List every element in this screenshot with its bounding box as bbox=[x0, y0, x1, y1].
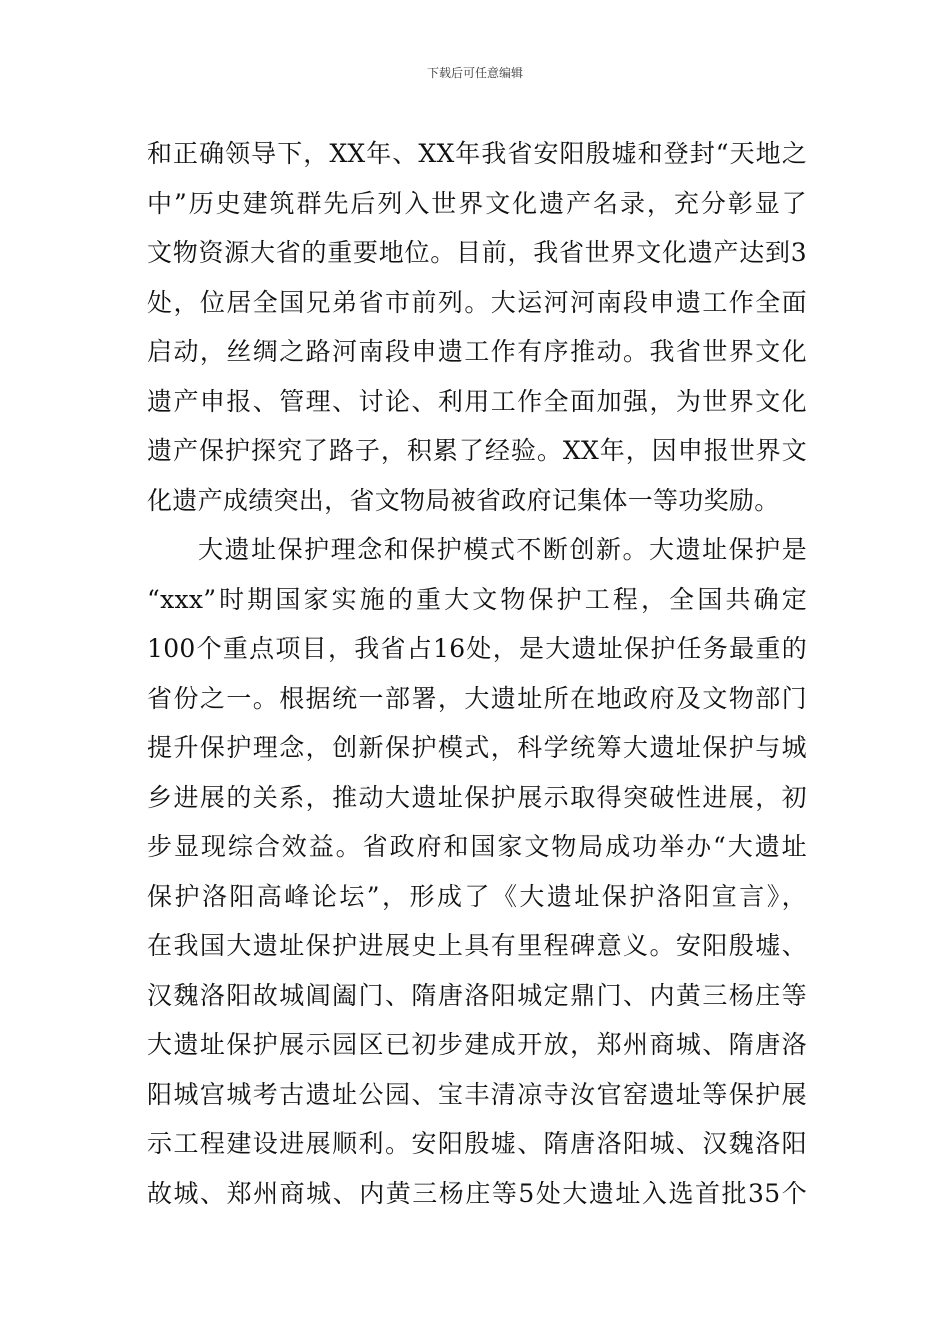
text-line: 化遗产成绩突出，省文物局被省政府记集体一等功奖励。 bbox=[147, 485, 780, 515]
text-line: 中”历史建筑群先后列入世界文化遗产名录，充分彰显了 bbox=[147, 188, 807, 218]
document-body bbox=[147, 129, 807, 1218]
text-line: 大遗址保护展示园区已初步建成开放，郑州商城、隋唐洛 bbox=[147, 1030, 807, 1059]
paragraph bbox=[147, 129, 807, 525]
text-line: 遗产申报、管理、讨论、利用工作全面加强，为世界文化 bbox=[147, 386, 807, 416]
text-line: 100个重点项目，我省占16处，是大遗址保护任务最重的 bbox=[147, 634, 807, 663]
text-line: “xxx”时期国家实施的重大文物保护工程，全国共确定 bbox=[147, 584, 807, 614]
text-line: 故城、郑州商城、内黄三杨庄等5处大遗址入选首批35个 bbox=[147, 1178, 807, 1208]
text-line: 遗产保护探究了路子，积累了经验。XX年，因申报世界文 bbox=[147, 436, 807, 465]
text-line: 省份之一。根据统一部署，大遗址所在地政府及文物部门 bbox=[147, 683, 807, 713]
text-line: 和正确领导下，XX年、XX年我省安阳殷墟和登封“天地之 bbox=[147, 139, 807, 168]
text-line: 文物资源大省的重要地位。目前，我省世界文化遗产达到3 bbox=[147, 238, 807, 267]
text-line: 乡进展的关系，推动大遗址保护展示取得突破性进展，初 bbox=[147, 782, 807, 812]
text-line: 提升保护理念，创新保护模式，科学统筹大遗址保护与城 bbox=[147, 733, 807, 762]
text-line: 汉魏洛阳故城阊阖门、隋唐洛阳城定鼎门、内黄三杨庄等 bbox=[147, 980, 807, 1010]
text-line: 处，位居全国兄弟省市前列。大运河河南段申遗工作全面 bbox=[147, 287, 807, 317]
text-line: 步显现综合效益。省政府和国家文物局成功举办“大遗址 bbox=[147, 832, 807, 861]
text-line: 启动，丝绸之路河南段申遗工作有序推动。我省世界文化 bbox=[147, 337, 807, 366]
page-header: 下载后可任意编辑 bbox=[426, 66, 523, 80]
paragraph bbox=[147, 525, 807, 1218]
text-line: 示工程建设进展顺利。安阳殷墟、隋唐洛阳城、汉魏洛阳 bbox=[147, 1129, 807, 1158]
text-line: 大遗址保护理念和保护模式不断创新。大遗址保护是 bbox=[198, 535, 807, 564]
text-line: 阳城宫城考古遗址公园、宝丰清凉寺汝官窑遗址等保护展 bbox=[147, 1079, 807, 1109]
text-line: 保护洛阳高峰论坛”，形成了《大遗址保护洛阳宣言》， bbox=[147, 881, 807, 911]
text-line: 在我国大遗址保护进展史上具有里程碑意义。安阳殷墟、 bbox=[147, 931, 807, 960]
